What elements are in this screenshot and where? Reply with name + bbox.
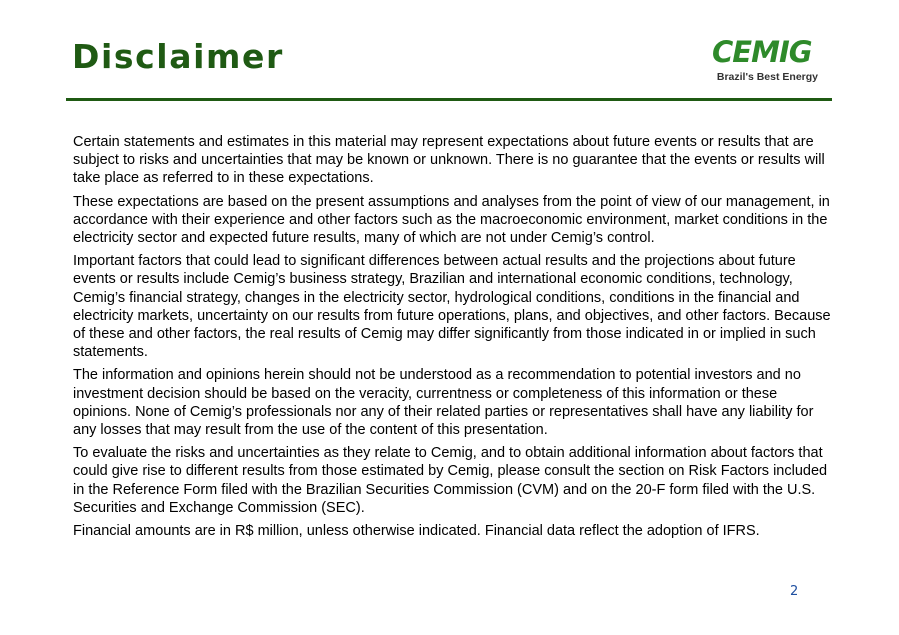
logo-tagline: Brazil's Best Energy bbox=[716, 71, 818, 83]
paragraph-factors: Important factors that could lead to significant differences between actual results and the projections about future events or results include Cemig’s business strategy, Brazilian and international economic conditions, technology, Cemig’s financial strategy, changes in the electricity sector, hydrological conditions, conditions in the financial and electricity markets, uncertainty on our results from future operations, plans, and objectives, and other factors. Because of these and other factors, the real results of Cemig may differ significantly from those indicated in or implied in such statements. bbox=[73, 253, 831, 361]
page-title: Disclaimer bbox=[72, 37, 284, 76]
title-divider bbox=[66, 98, 832, 101]
cemig-logo bbox=[706, 35, 830, 86]
paragraph-risk-factors: To evaluate the risks and uncertainties as they relate to Cemig, and to obtain additional information about factors that could give rise to different results from those estimated by Cemig, please consult the section on Risk Factors included in the Reference Form filed with the Brazilian Securities Commission (CVM) and on the 20-F form filed with the U.S. Securities and Exchange Commission (SEC). bbox=[73, 445, 828, 516]
disclaimer-body bbox=[73, 133, 833, 545]
paragraph-risks: Certain statements and estimates in this material may represent expectations about future events or results that are subject to risks and uncertainties that may be known or unknown. There is no guarantee that the events or results will take place as referred to in these expectations. bbox=[73, 134, 825, 187]
paragraph-assumptions: These expectations are based on the present assumptions and analyses from the point of view of our management, in accordance with their experience and other factors such as the macroeconomic environment, market conditions in the electricity sector and expected future results, many of which are not under Cemig’s control. bbox=[73, 193, 830, 247]
paragraph-financial-amounts: Financial amounts are in R$ million, unless otherwise indicated. Financial data reflect the adoption of IFRS. bbox=[73, 523, 760, 540]
logo-wordmark: CEMIG bbox=[712, 35, 812, 69]
page-number: 2 bbox=[790, 584, 799, 599]
paragraph-liability: The information and opinions herein should not be understood as a recommendation to potential investors and no investment decision should be based on the veracity, currentness or completeness of this information or these opinions. None of Cemig’s professionals nor any of their related parties or representatives shall have any liability for any losses that may result from the use of the content of this presentation. bbox=[73, 367, 814, 439]
